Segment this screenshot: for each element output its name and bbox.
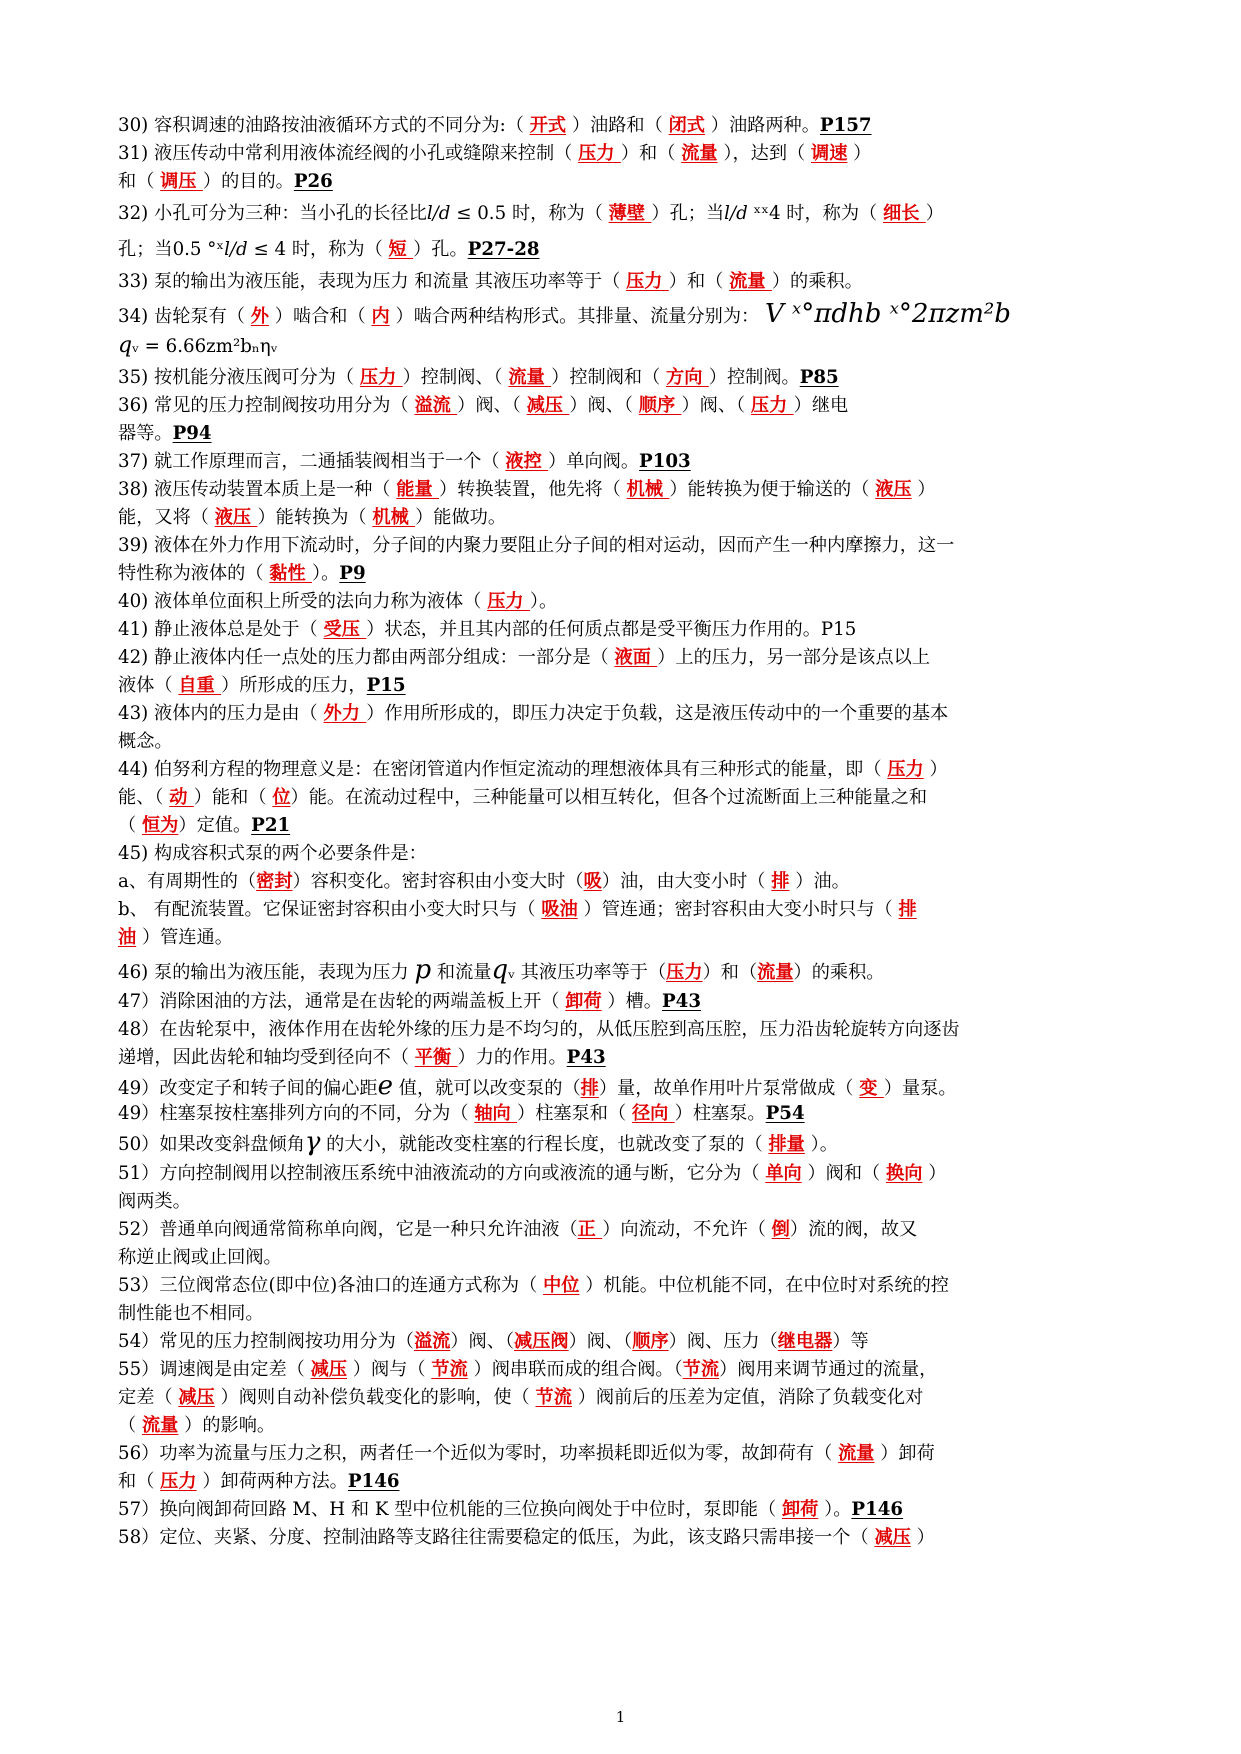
answer-text: 压力 — [887, 759, 924, 780]
question-line — [118, 448, 1128, 476]
question-line — [118, 232, 1128, 268]
question-line — [118, 140, 1128, 168]
text-run: ）阀和（ — [801, 1163, 887, 1184]
question-line — [118, 1496, 1128, 1524]
text-run: ）油路和（ — [566, 115, 669, 136]
text-run: ）等 — [832, 1331, 869, 1352]
text-run: ） — [923, 759, 948, 780]
math-symbol: q — [491, 955, 509, 985]
question-line — [118, 392, 1128, 420]
question-line — [118, 1044, 1128, 1072]
answer-text: 闭式 — [668, 115, 705, 136]
answer-text: 压力 — [359, 367, 403, 388]
text-run: 56）功率为流量与压力之积，两者任一个近似为零时，功率损耗即近似为零，故卸荷有（ — [118, 1443, 839, 1464]
answer-text: 减压 — [526, 395, 570, 416]
answer-text: 油 — [118, 927, 137, 948]
question-line — [118, 1188, 1128, 1216]
text-run: ）和（ — [702, 962, 758, 983]
text-run: ）能转换为（ — [257, 507, 373, 528]
answer-text: 外力 — [323, 703, 367, 724]
text-run: b、 有配流装置。它保证密封容积由小变大时只与（ — [118, 899, 542, 920]
text-run: ）阀、（ — [569, 395, 639, 416]
answer-text: 节流 — [682, 1359, 720, 1380]
text-run: 41) 静止液体总是处于（ — [118, 619, 324, 640]
text-run: 45) 构成容积式泵的两个必要条件是： — [118, 843, 427, 864]
text-run: ）阀前后的压差为定值，消除了负载变化对 — [571, 1387, 924, 1408]
answer-text: 液控 — [505, 451, 549, 472]
text-run: ）阀则自动补偿负载变化的影响，使（ — [214, 1387, 536, 1408]
answer-text: 溢流 — [414, 395, 458, 416]
text-run: 38) 液压传动装置本质上是一种（ — [118, 479, 397, 500]
answer-text: 排量 — [768, 1134, 805, 1155]
answer-text: 流量 — [757, 962, 794, 983]
question-line — [118, 1128, 1128, 1156]
text-run: ）状态，并且其内部的任何质点都是受平衡压力作用的。P15 — [366, 619, 857, 640]
question-line — [118, 868, 1128, 896]
answer-text: 中位 — [543, 1275, 580, 1296]
text-run: ）阀、（ — [568, 1331, 633, 1352]
text-run: 40) 液体单位面积上所受的法向力称为液体（ — [118, 591, 488, 612]
question-line — [118, 332, 1128, 360]
text-run: ）油。 — [789, 871, 850, 892]
text-run: 35) 按机能分液压阀可分为（ — [118, 367, 360, 388]
answer-text: 变 — [859, 1078, 884, 1099]
question-line — [118, 588, 1128, 616]
answer-text: 流量 — [141, 1415, 179, 1436]
text-run: ）卸荷 — [874, 1443, 935, 1464]
text-run: ）。 — [529, 591, 558, 612]
text-run: 49）柱塞泵按柱塞排列方向的不同，分为（ — [118, 1103, 475, 1124]
text-run: 值，就可以改变泵的（ — [392, 1078, 581, 1099]
text-run: 50）如果改变斜盘倾角 — [118, 1134, 305, 1155]
answer-text: 流量 — [729, 271, 772, 292]
question-line — [118, 728, 1128, 756]
page-ref: P146 — [347, 1471, 400, 1492]
text-run: ）能。在流动过程中，三种能量可以相互转化，但各个过流断面上三种能量之和 — [290, 787, 928, 808]
answer-text: 细长 — [883, 203, 926, 224]
text-run: ）啮合和（ — [268, 306, 372, 327]
answer-text: 正 — [577, 1219, 603, 1240]
answer-text: 机械 — [372, 507, 416, 528]
text-run: a、有周期性的（ — [118, 871, 257, 892]
question-line — [118, 168, 1128, 196]
text-run: 34) 齿轮泵有（ — [118, 306, 251, 327]
text-run: 42) 静止液体内任一点处的压力都由两部分组成：一部分是（ — [118, 647, 615, 668]
page-ref: P54 — [765, 1103, 805, 1124]
page-ref: P27-28 — [467, 239, 540, 260]
text-run: 47）消除困油的方法，通常是在齿轮的两端盖板上开（ — [118, 991, 566, 1012]
answer-text: 排 — [580, 1078, 599, 1099]
text-run: ）能转换为便于输送的（ — [669, 479, 876, 500]
text-run: ˣˣ4 时，称为（ — [747, 203, 884, 224]
text-run: ≤ 4 时，称为（ — [247, 239, 389, 260]
text-run: ）。 — [804, 1134, 838, 1155]
answer-text: 卸荷 — [781, 1499, 819, 1520]
answer-text: 吸油 — [541, 899, 578, 920]
question-line — [118, 1384, 1128, 1412]
answer-text: 节流 — [535, 1387, 572, 1408]
question-line — [118, 268, 1128, 296]
answer-text: 调压 — [160, 171, 203, 192]
page-ref: P21 — [251, 815, 291, 836]
text-run: （ — [118, 815, 142, 836]
text-run: ）柱塞泵和（ — [517, 1103, 632, 1124]
question-line — [118, 952, 1128, 988]
text-run: ）控制阀、（ — [402, 367, 509, 388]
question-line — [118, 672, 1128, 700]
answer-text: 压力 — [666, 962, 703, 983]
answer-text: 位 — [272, 787, 291, 808]
answer-text: 单向 — [765, 1163, 802, 1184]
answer-text: 自重 — [178, 675, 222, 696]
question-line — [118, 924, 1128, 952]
answer-text: 黏性 — [269, 563, 313, 584]
answer-text: 流量 — [838, 1443, 875, 1464]
text-run: ）能做功。 — [415, 507, 507, 528]
text-run: ）力的作用。 — [457, 1047, 567, 1068]
question-line — [118, 1100, 1128, 1128]
answer-text: 开式 — [529, 115, 567, 136]
question-line — [118, 560, 1128, 588]
answer-text: 排 — [771, 871, 790, 892]
answer-text: 方向 — [666, 367, 709, 388]
text-run: 能、（ — [118, 787, 170, 808]
page-ref: P43 — [566, 1047, 606, 1068]
question-line — [118, 1244, 1128, 1272]
page-ref: P157 — [819, 115, 872, 136]
question-line — [118, 1072, 1128, 1100]
text-run: 特性称为液体的（ — [118, 563, 270, 584]
text-run: ）槽。 — [601, 991, 662, 1012]
question-line — [118, 1328, 1128, 1356]
page-ref: P85 — [799, 367, 839, 388]
text-run: 54）常见的压力控制阀按功用分为（ — [118, 1331, 414, 1352]
question-line — [118, 812, 1128, 840]
text-run: ᵥ 其液压功率等于（ — [508, 962, 667, 983]
math-symbol: p — [414, 955, 432, 985]
text-run: ）管连通。 — [136, 927, 233, 948]
answer-text: 顺序 — [632, 1331, 669, 1352]
text-run: ）的影响。 — [178, 1415, 276, 1436]
page-number: 1 — [615, 1708, 626, 1726]
answer-text: 减压 — [310, 1359, 348, 1380]
answer-text: 平衡 — [414, 1047, 458, 1068]
text-run: ）上的压力，另一部分是该点以上 — [657, 647, 931, 668]
text-run: 31) 液压传动中常利用液体流经阀的小孔或缝隙来控制（ — [118, 143, 579, 164]
page-ref: P103 — [639, 451, 691, 472]
text-run: 称逆止阀或止回阀。 — [118, 1247, 282, 1268]
text-run: ）阀、（ — [450, 1331, 515, 1352]
text-run: ）容积变化。密封容积由小变大时（ — [292, 871, 584, 892]
question-line — [118, 644, 1128, 672]
text-run: ）阀用来调节通过的流量， — [719, 1359, 938, 1380]
question-line — [118, 1272, 1128, 1300]
answer-text: 压力 — [626, 271, 669, 292]
answer-text: 压力 — [160, 1471, 197, 1492]
text-run: 32) 小孔可分为三种：当小孔的长径比 — [118, 203, 427, 224]
text-run: ） — [910, 1527, 935, 1548]
question-line — [118, 1524, 1128, 1552]
answer-text: 换向 — [886, 1163, 923, 1184]
question-line — [118, 896, 1128, 924]
text-run: 46) 泵的输出为液压能，表现为压力 — [118, 962, 415, 983]
page-ref: P94 — [172, 423, 212, 444]
text-run: ）流的阀，故又 — [789, 1219, 918, 1240]
text-run: 定差（ — [118, 1387, 179, 1408]
text-run: ）转换装置，他先将（ — [438, 479, 627, 500]
answer-text: 减压阀 — [514, 1331, 569, 1352]
answer-text: 受压 — [323, 619, 367, 640]
answer-text: 内 — [371, 306, 390, 327]
answer-text: 恒为 — [141, 815, 179, 836]
question-line — [118, 1016, 1128, 1044]
answer-text: 吸 — [583, 871, 602, 892]
question-line — [118, 196, 1128, 232]
math-expr: l/d — [724, 203, 748, 224]
text-run: 阀两类。 — [118, 1191, 191, 1212]
text-run: ）向流动，不允许（ — [602, 1219, 772, 1240]
question-line — [118, 504, 1128, 532]
text-run: 37) 就工作原理而言，二通插装阀相当于一个（ — [118, 451, 506, 472]
text-run: ᵥ = 6.66zm²bₙηᵥ — [132, 336, 278, 357]
text-run: ）单向阀。 — [548, 451, 640, 472]
page-ref: P9 — [339, 563, 366, 584]
answer-text: 径向 — [631, 1103, 675, 1124]
math-symbol: e — [377, 1072, 393, 1100]
text-run: （ — [118, 1415, 142, 1436]
math-expr: l/d — [426, 203, 451, 224]
answer-text: 薄壁 — [608, 203, 652, 224]
text-run: ） — [911, 479, 936, 500]
text-run: ）孔；当 — [651, 203, 725, 224]
text-run: ）卸荷两种方法。 — [196, 1471, 348, 1492]
text-run: ）的目的。 — [202, 171, 294, 192]
text-run: 和流量 — [431, 962, 492, 983]
text-run: 器等。 — [118, 423, 173, 444]
text-run: ）柱塞泵。 — [674, 1103, 766, 1124]
text-run: ）阀、（ — [681, 395, 751, 416]
text-run: ）控制阀和（ — [551, 367, 667, 388]
text-run: ） — [847, 143, 872, 164]
answer-text: 液面 — [614, 647, 658, 668]
text-run: 51）方向控制阀用以控制液压系统中油液流动的方向或液流的通与断，它分为（ — [118, 1163, 766, 1184]
answer-text: 调速 — [811, 143, 848, 164]
answer-text: 能量 — [396, 479, 439, 500]
text-run: 能，又将（ — [118, 507, 215, 528]
text-run: ）油，由大变小时（ — [601, 871, 772, 892]
answer-text: 液压 — [214, 507, 258, 528]
text-run: ）阀与（ — [347, 1359, 432, 1380]
question-line — [118, 1216, 1128, 1244]
question-line — [118, 840, 1128, 868]
text-run: 30) 容积调速的油路按油液循环方式的不同分为:（ — [118, 115, 530, 136]
page-ref: P15 — [366, 675, 406, 696]
question-line — [118, 988, 1128, 1016]
math-symbol: V ˣ°πdhb ˣ°2πzm²b — [765, 299, 1011, 329]
text-run: ）阀、压力（ — [668, 1331, 778, 1352]
answer-text: 流量 — [681, 143, 718, 164]
page-ref: P146 — [851, 1499, 904, 1520]
text-run: ）油路两种。 — [704, 115, 820, 136]
text-run: 53）三位阀常态位(即中位)各油口的连通方式称为（ — [118, 1275, 544, 1296]
text-run: 和（ — [118, 1471, 161, 1492]
text-run: ）继电 — [793, 395, 849, 416]
text-run: 33) 泵的输出为液压能，表现为压力 和流量 其液压功率等于（ — [118, 271, 627, 292]
text-run: ） — [922, 1163, 947, 1184]
question-line — [118, 532, 1128, 560]
answer-text: 卸荷 — [565, 991, 602, 1012]
question-line — [118, 420, 1128, 448]
answer-text: 溢流 — [413, 1331, 451, 1352]
question-line — [118, 1300, 1128, 1328]
answer-text: 外 — [250, 306, 269, 327]
answer-text: 减压 — [874, 1527, 911, 1548]
answer-text: 液压 — [875, 479, 912, 500]
text-run: 58）定位、夹紧、分度、控制油路等支路往往需要稳定的低压，为此，该支路只需串接一个（ — [118, 1527, 875, 1548]
question-list — [118, 112, 1128, 1552]
answer-text: 流量 — [508, 367, 552, 388]
text-run: ）量泵。 — [883, 1078, 957, 1099]
question-line — [118, 296, 1128, 332]
page-ref: P26 — [293, 171, 333, 192]
text-run: ）能和（ — [193, 787, 273, 808]
answer-text: 压力 — [578, 143, 621, 164]
question-line — [118, 616, 1128, 644]
text-run: ）。 — [818, 1499, 852, 1520]
text-run: 43) 液体内的压力是由（ — [118, 703, 324, 724]
text-run: ）机能。中位机能不同，在中位时对系统的控 — [579, 1275, 949, 1296]
answer-text: 倒 — [771, 1219, 790, 1240]
text-run: ≤ 0.5 时，称为（ — [450, 203, 609, 224]
text-run: 递增，因此齿轮和轴均受到径向不（ — [118, 1047, 415, 1068]
text-run: 57）换向阀卸荷回路 M、H 和 K 型中位机能的三位换向阀处于中位时，泵即能（ — [118, 1499, 782, 1520]
question-line — [118, 756, 1128, 784]
answer-text: 压力 — [750, 395, 794, 416]
answer-text: 机械 — [626, 479, 670, 500]
text-run: ）和（ — [668, 271, 730, 292]
question-line — [118, 112, 1128, 140]
text-run: 的大小，就能改变柱塞的行程长度，也就改变了泵的（ — [320, 1134, 769, 1155]
text-run: ）。 — [312, 563, 340, 584]
question-line — [118, 364, 1128, 392]
text-run: 孔；当0.5 °ˣ — [118, 239, 225, 260]
text-run: ） — [925, 203, 944, 224]
text-run: ）量，故单作用叶片泵常做成（ — [598, 1078, 860, 1099]
text-run: 55）调速阀是由定差（ — [118, 1359, 311, 1380]
page-ref: P43 — [662, 991, 701, 1012]
answer-text: 减压 — [178, 1387, 215, 1408]
math-symbol: γ — [304, 1128, 321, 1156]
answer-text: 节流 — [431, 1359, 468, 1380]
question-line — [118, 700, 1128, 728]
text-run: ）控制阀。 — [708, 367, 800, 388]
answer-text: 密封 — [256, 871, 293, 892]
text-run: 液体（ — [118, 675, 179, 696]
question-line — [118, 1440, 1128, 1468]
text-run: ），达到（ — [717, 143, 811, 164]
question-line — [118, 1356, 1128, 1384]
math-symbol: q — [118, 333, 133, 358]
question-line — [118, 476, 1128, 504]
text-run: ）定值。 — [178, 815, 252, 836]
text-run: ）的乘积。 — [793, 962, 885, 983]
math-expr: l/d — [224, 239, 248, 260]
text-run: ）阀串联而成的组合阀。（ — [467, 1359, 683, 1380]
text-run: 制性能也不相同。 — [118, 1303, 264, 1324]
question-line — [118, 784, 1128, 812]
text-run: 39) 液体在外力作用下流动时，分子间的内聚力要阻止分子间的相对运动，因而产生一种内摩擦力，这一 — [118, 535, 955, 556]
text-run: ）所形成的压力， — [221, 675, 367, 696]
answer-text: 继电器 — [777, 1331, 833, 1352]
text-run: 49）改变定子和转子间的偏心距 — [118, 1078, 378, 1099]
text-run: ）啮合两种结构形式。其排量、流量分别为： — [389, 306, 765, 327]
text-run: ）和（ — [620, 143, 682, 164]
answer-text: 压力 — [487, 591, 530, 612]
answer-text: 轴向 — [474, 1103, 518, 1124]
answer-text: 短 — [388, 239, 414, 260]
text-run: 48）在齿轮泵中，液体作用在齿轮外缘的压力是不均匀的，从低压腔到高压腔，压力沿齿轮旋转方向逐齿 — [118, 1019, 960, 1040]
question-line — [118, 1412, 1128, 1440]
answer-text: 顺序 — [638, 395, 682, 416]
question-line — [118, 1468, 1128, 1496]
text-run: ）管连通；密封容积由大变小时只与（ — [577, 899, 899, 920]
text-run: 和（ — [118, 171, 161, 192]
answer-text: 动 — [169, 787, 194, 808]
question-line — [118, 1160, 1128, 1188]
text-run: 36) 常见的压力控制阀按功用分为（ — [118, 395, 415, 416]
text-run: 44) 伯努利方程的物理意义是：在密闭管道内作恒定流动的理想液体具有三种形式的能量，即（ — [118, 759, 888, 780]
answer-text: 排 — [898, 899, 917, 920]
text-run: ）阀、（ — [457, 395, 527, 416]
text-run: 52）普通单向阀通常简称单向阀，它是一种只允许油液（ — [118, 1219, 578, 1240]
text-run: ）的乘积。 — [771, 271, 863, 292]
text-run: ）孔。 — [413, 239, 468, 260]
text-run: ）作用所形成的，即压力决定于负载，这是液压传动中的一个重要的基本 — [366, 703, 949, 724]
text-run: 概念。 — [118, 731, 173, 752]
